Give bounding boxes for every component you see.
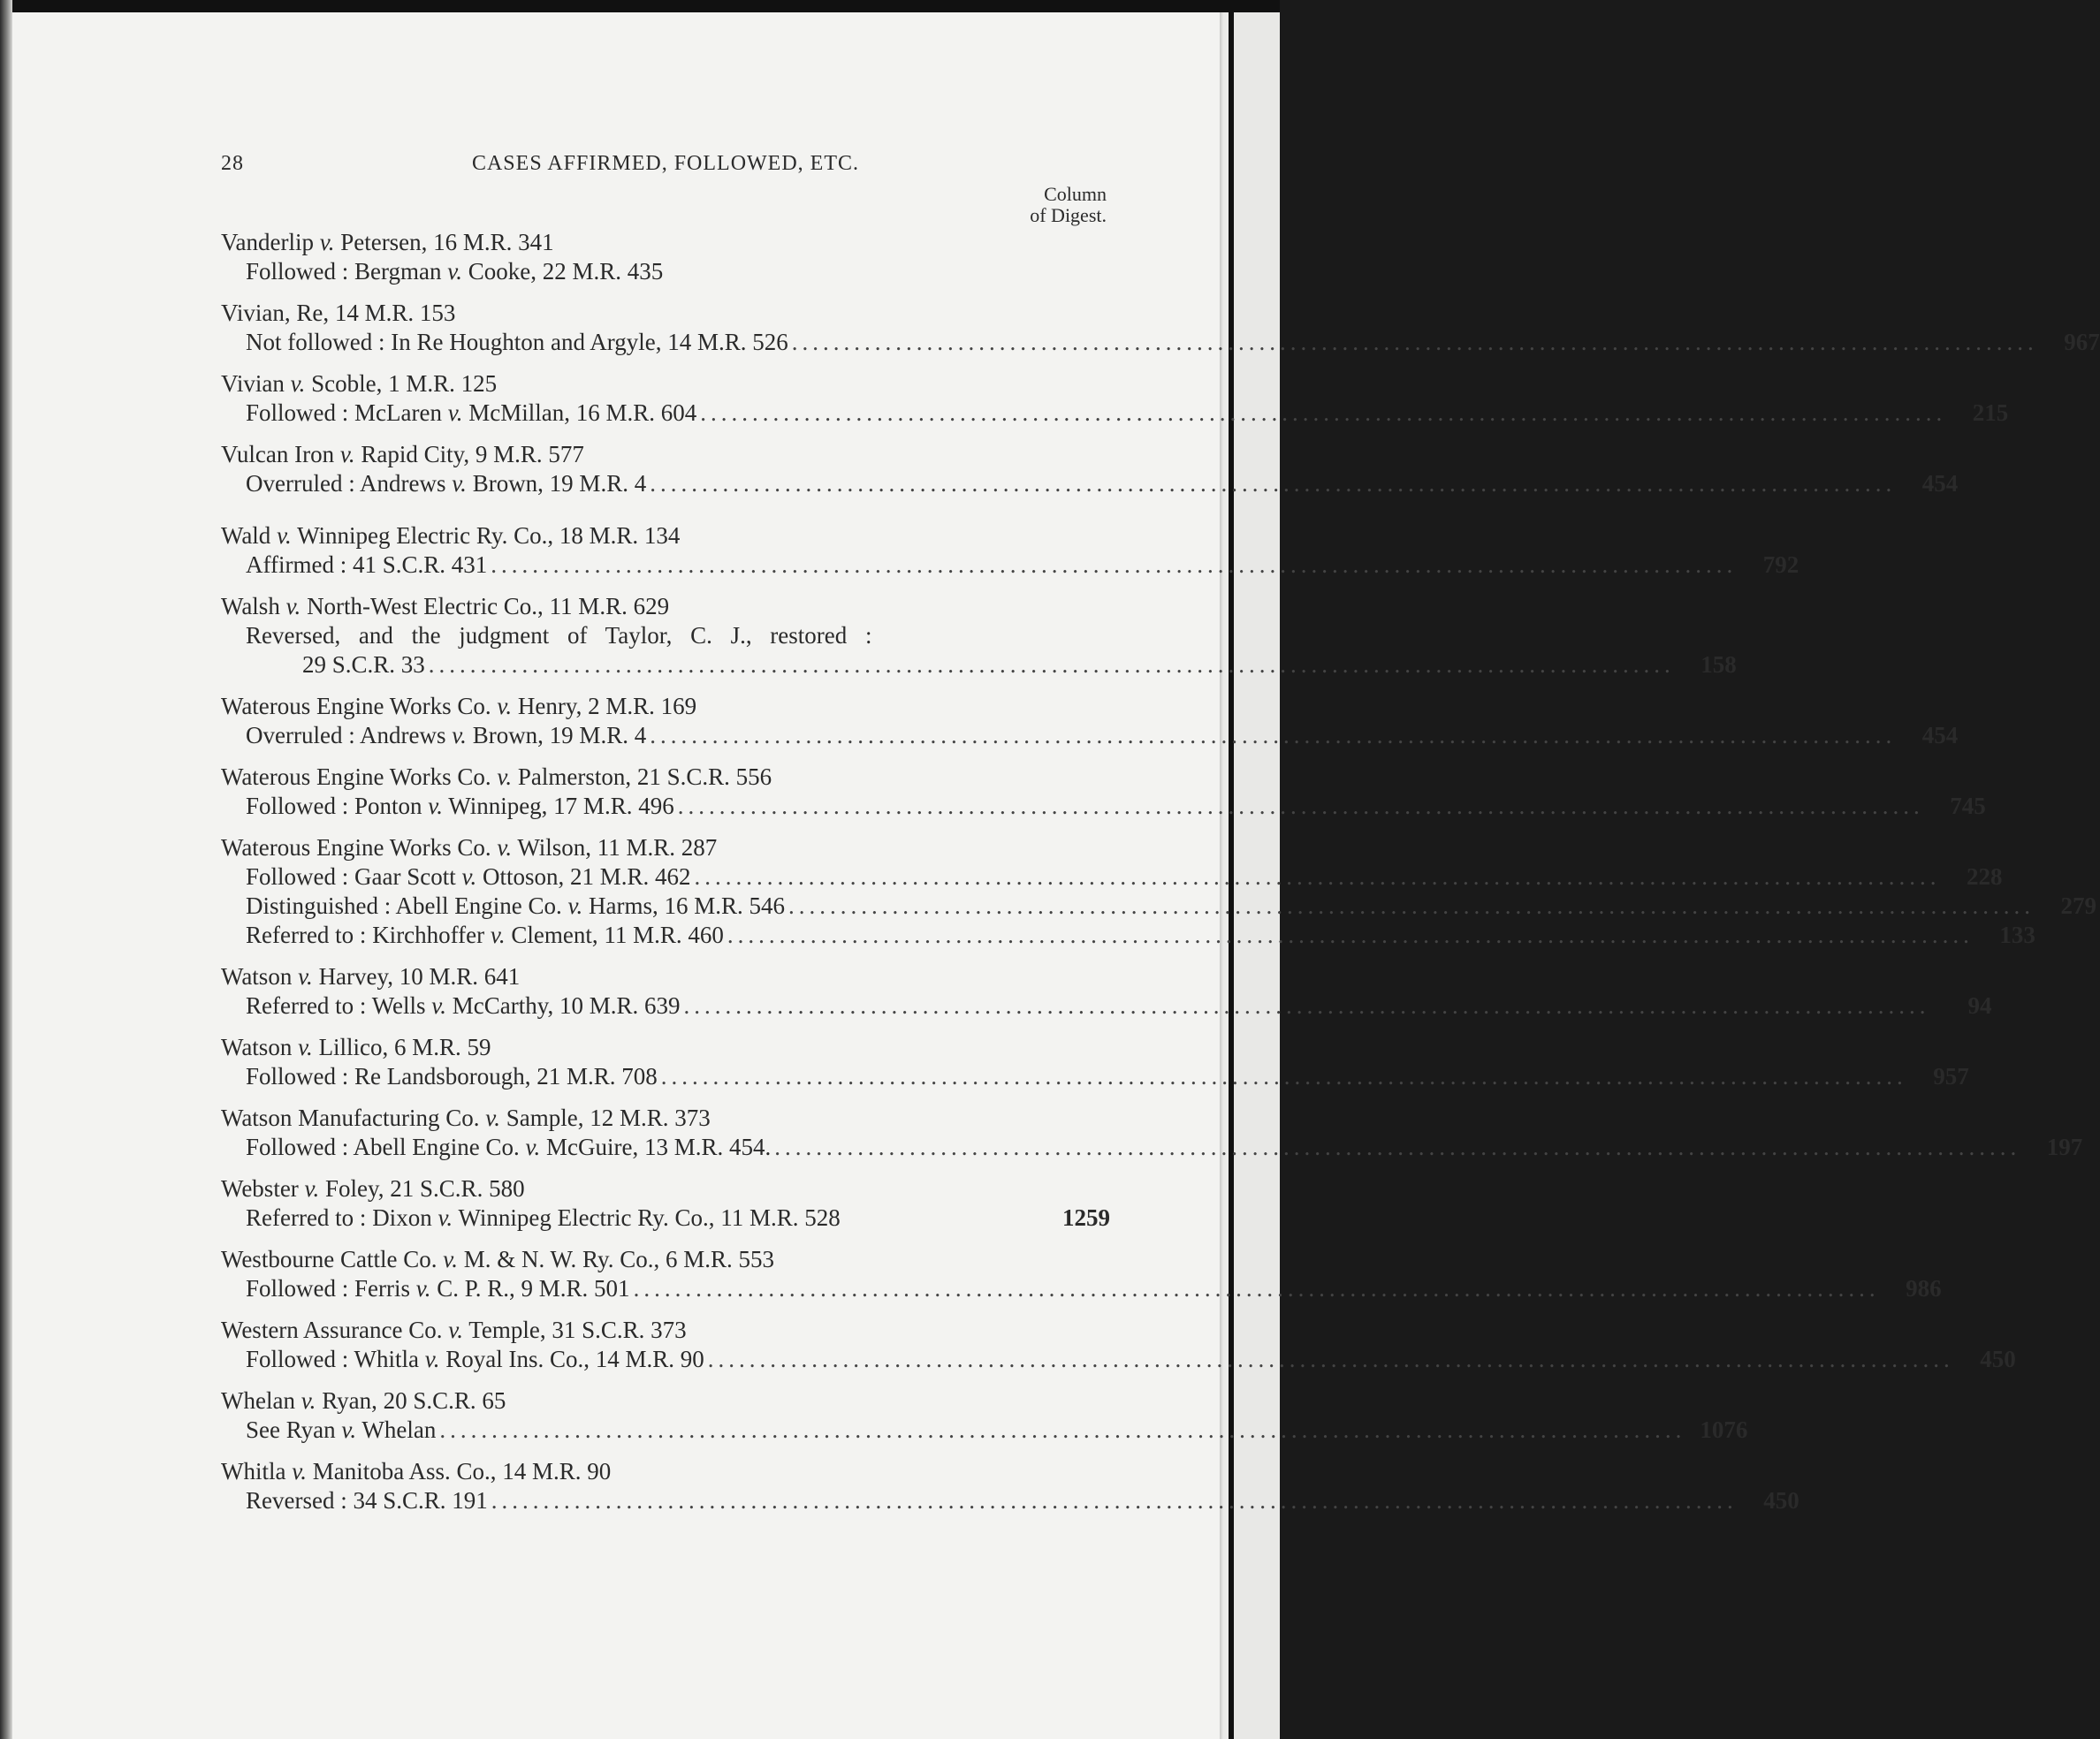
digest-column-number: 792 [1762,551,1799,578]
cited-party-b: Ottoson, 21 M.R. 462 [482,863,691,890]
case-citation [221,1104,1110,1133]
treatment-label: Followed : [246,1275,349,1302]
treatment-label: Reversed : [246,1487,347,1514]
case-versus: v. [497,693,513,719]
case-party-b: North-West Electric Co., 11 M.R. 629 [307,593,670,619]
case-versus: v. [298,963,313,990]
cited-party-a: Andrews [359,470,446,497]
leader-dots: ........................................................................................................................ [694,863,1941,890]
case-party-b: Scoble, 1 M.R. 125 [311,370,498,397]
treatment-label: Reversed, and the judgment of Taylor, C. J., restored : [246,622,872,649]
treatment-line [221,621,1110,650]
column-heading-line-1: Column [1044,183,1107,205]
digest-column-number: 745 [1950,793,1986,819]
case-entry [221,440,1959,498]
case-versus: v. [298,1034,313,1060]
cited-party-b: Brown, 19 M.R. 4 [472,722,647,748]
cited-party-b: Cooke, 22 M.R. 435 [468,258,664,285]
treatment-label: Followed : [246,1063,349,1090]
cited-party-b: McMillan, 16 M.R. 604 [468,399,697,426]
cited-party-a: Wells [371,992,426,1019]
leader-dots: ........................................................................................................................ [700,399,1947,426]
case-entry [221,1316,2016,1374]
cited-party-a: Andrews [359,722,446,748]
cited-versus: v. [567,892,583,919]
treatment-label: See [246,1416,280,1443]
case-party-b: Manitoba Ass. Co., 14 M.R. 90 [312,1458,612,1485]
case-versus: v. [448,1317,463,1343]
cited-party-b: Winnipeg Electric Ry. Co., 11 M.R. 528 [458,1204,841,1231]
leader-dots: ........................................................................................................................ [650,470,1897,497]
case-entry [221,228,1110,286]
leader-dots: ........................................................................................................................ [660,1063,1907,1090]
digest-column-number: 450 [1763,1487,1799,1514]
treatment-label: Overruled : [246,470,355,497]
treatment-line [221,1274,1942,1303]
column-heading [221,184,1107,228]
leader-dots: ........................................................................................................................ [491,551,1738,578]
page-header [221,152,1110,184]
case-party-a: Waterous Engine Works Co. [221,763,491,790]
digest-column-number: 986 [1906,1275,1942,1302]
case-entry [221,369,2009,428]
leader-dots: ........................................................................................................................ [439,1416,1686,1443]
leader-dots: ........................................................................................................................ [633,1275,1880,1302]
case-citation [221,1386,1110,1416]
cited-party-b: C. P. R., 9 M.R. 501 [437,1275,630,1302]
case-entry [221,592,1737,680]
case-list [221,228,2100,1515]
case-citation [221,763,1110,792]
treatment-text [246,1204,841,1233]
case-party-a: Whitla [221,1458,286,1485]
cited-versus: v. [461,863,477,890]
case-party-b: Wilson, 11 M.R. 287 [517,834,718,861]
cited-party-b: Winnipeg, 17 M.R. 496 [448,793,674,819]
treatment-line [221,1345,2016,1374]
digest-column-number: 1076 [1700,1416,1748,1443]
case-citation [221,1033,1110,1062]
case-entry [221,1245,1942,1303]
treatment-line [221,1133,2083,1162]
treatment-line [221,921,2035,950]
case-party-a: Watson [221,1034,293,1060]
cited-party-a: Re Landsborough, 21 M.R. 708 [354,1063,658,1090]
treatment-line [221,991,1992,1021]
case-party-b: Winnipeg Electric Ry. Co., 18 M.R. 134 [297,522,681,549]
case-entry [221,1386,1748,1445]
treatment-line [221,1486,1799,1515]
case-versus: v. [301,1387,316,1414]
case-party-b: Sample, 12 M.R. 373 [506,1105,711,1131]
leader-dots: ........................................................................................................................ [491,1487,1738,1514]
cited-party-a: Ponton [354,793,422,819]
cited-party-b: McCarthy, 10 M.R. 639 [452,992,681,1019]
case-versus: v. [339,441,355,467]
treatment-label: Referred to : [246,992,367,1019]
case-party-b: M. & N. W. Ry. Co., 6 M.R. 553 [463,1246,774,1272]
treatment-label: Followed : [246,258,349,285]
treatment-text [246,991,681,1021]
treatment-line [221,399,2009,428]
case-citation [221,299,1110,328]
treatment-label: Referred to : [246,922,367,948]
leader-dots: ........................................................................................................................ [774,1134,2021,1160]
leader-dots: ........................................................................................................................ [707,1346,1954,1372]
case-versus: v. [292,1458,307,1485]
treatment-label: Referred to : [246,1204,367,1231]
cited-versus: v. [438,1204,453,1231]
case-entry [221,1457,1799,1515]
treatment-label: Affirmed : [246,551,347,578]
treatment-line [221,469,1959,498]
case-party-a: Whelan [221,1387,295,1414]
treatment-label: 29 S.C.R. 33 [302,651,425,678]
cited-party-b: McGuire, 13 M.R. 454. [546,1134,772,1160]
treatment-text [246,257,663,286]
cited-versus: v. [447,399,463,426]
treatment-text [246,1133,771,1162]
case-citation [221,1457,1110,1486]
treatment-text [246,328,788,357]
digest-column-number: 957 [1933,1063,1969,1090]
cited-party-a: McLaren [354,399,442,426]
digest-column-number: 1259 [1062,1204,1110,1231]
treatment-label: Followed : [246,1134,349,1160]
digest-column-number: 215 [1972,399,2009,426]
case-citation [221,833,1110,862]
treatment-text [246,551,487,580]
cited-party-a: Gaar Scott [354,863,456,890]
cited-party-a: Whitla [354,1346,420,1372]
case-party-a: Westbourne Cattle Co. [221,1246,438,1272]
treatment-text [246,721,646,750]
cited-versus: v. [424,1346,440,1372]
treatment-line [221,862,2003,892]
case-party-a: Western Assurance Co. [221,1317,443,1343]
cited-party-a: Abell Engine Co. [395,892,562,919]
digest-column-number: 454 [1921,722,1959,748]
case-party-a: Walsh [221,593,280,619]
case-citation [221,228,1110,257]
cited-party-a: 34 S.C.R. 191 [353,1487,488,1514]
case-versus: v. [443,1246,459,1272]
case-citation [221,1316,1110,1345]
case-party-a: Vivian [221,370,285,397]
cited-party-b: Harms, 16 M.R. 546 [589,892,785,919]
treatment-line [221,257,1110,286]
case-entry [221,1104,2083,1162]
cited-party-a: Ryan [285,1416,336,1443]
cited-versus: v. [431,992,447,1019]
case-versus: v. [285,593,301,619]
cited-party-a: Abell Engine Co. [353,1134,520,1160]
case-versus: v. [497,834,513,861]
cited-party-a: Ferris [354,1275,411,1302]
digest-column-number: 197 [2046,1134,2083,1160]
case-entry [221,1174,1110,1233]
case-citation [221,1174,1110,1204]
case-versus: v. [319,229,335,255]
case-party-a: Vanderlip [221,229,314,255]
treatment-label: Followed : [246,863,349,890]
case-party-b: Foley, 21 S.C.R. 580 [325,1175,525,1202]
cited-party-a: In Re Houghton and Argyle, 14 M.R. 526 [391,329,788,355]
running-title: CASES AFFIRMED, FOLLOWED, ETC. [471,152,860,175]
treatment-text [246,1416,436,1445]
digest-column-number: 94 [1967,992,1992,1019]
case-versus: v. [304,1175,320,1202]
treatment-text [246,399,696,428]
case-party-b: Temple, 31 S.C.R. 373 [468,1317,687,1343]
treatment-label: Not followed : [246,329,385,355]
treatment-text [246,1062,658,1091]
cited-versus: v. [490,922,506,948]
cited-party-b: Brown, 19 M.R. 4 [472,470,647,497]
case-versus: v. [277,522,292,549]
treatment-label: Followed : [246,793,349,819]
case-entry [221,521,1799,580]
leader-dots: ........................................................................................................................ [791,329,2038,355]
digest-column-number: 279 [2060,892,2096,919]
cited-party-a: Dixon [372,1204,432,1231]
cited-party-a: 41 S.C.R. 431 [352,551,488,578]
digest-column-number: 450 [1980,1346,2016,1372]
treatment-label: Distinguished : [246,892,392,919]
treatment-line [221,792,1986,821]
treatment-line [221,650,1737,680]
cited-versus: v. [428,793,444,819]
case-citation [221,592,1110,621]
treatment-line [221,1416,1748,1445]
case-party-a: Waterous Engine Works Co. [221,693,491,719]
case-party-a: Waterous Engine Works Co. [221,834,491,861]
digest-column-number: 158 [1701,651,1737,678]
treatment-label: Followed : [246,1346,349,1372]
case-entry [221,299,2100,357]
treatment-text [246,862,691,892]
case-party-b: Lillico, 6 M.R. 59 [318,1034,491,1060]
leader-dots: ........................................................................................................................ [788,892,2035,919]
treatment-text [302,650,425,680]
treatment-line [221,1062,1969,1091]
treatment-text [246,1345,704,1374]
case-party-a: Vulcan Iron [221,441,335,467]
treatment-line [221,328,2100,357]
treatment-label: Overruled : [246,722,355,748]
treatment-label: Followed : [246,399,349,426]
treatment-line [221,721,1959,750]
case-entry [221,692,1959,750]
treatment-line [221,551,1799,580]
leader-dots: ........................................................................................................................ [428,651,1675,678]
book-spine-shadow [0,0,12,1739]
cited-versus: v. [452,722,467,748]
case-citation [221,692,1110,721]
case-citation [221,440,1110,469]
treatment-text [246,621,933,650]
case-citation [221,1245,1110,1274]
cited-versus: v. [452,470,467,497]
case-entry [221,1033,1969,1091]
digest-column-number: 967 [2064,329,2100,355]
cited-versus: v. [525,1134,541,1160]
treatment-text [246,1486,488,1515]
case-party-a: Wald [221,522,271,549]
page-content [221,152,2100,1528]
case-versus: v. [485,1105,501,1131]
case-party-b: Palmerston, 21 S.C.R. 556 [517,763,772,790]
case-versus: v. [290,370,306,397]
case-party-a: Watson [221,963,293,990]
treatment-line [221,1204,1110,1233]
treatment-text [246,921,724,950]
leader-dots: ........................................................................................................................ [677,793,1924,819]
treatment-text [246,892,785,921]
cited-versus: v. [341,1416,357,1443]
treatment-text [246,1274,630,1303]
case-party-a: Watson Manufacturing Co. [221,1105,480,1131]
case-entry [221,962,1992,1021]
case-citation [221,962,1110,991]
case-party-b: Ryan, 20 S.C.R. 65 [322,1387,506,1414]
case-party-b: Rapid City, 9 M.R. 577 [361,441,584,467]
case-versus: v. [497,763,513,790]
leader-dots: ........................................................................................................................ [727,922,1974,948]
case-party-b: Petersen, 16 M.R. 341 [340,229,554,255]
case-entry [221,833,2096,950]
treatment-text [246,792,674,821]
cited-versus: v. [447,258,462,285]
digest-column-number: 133 [1999,922,2035,948]
cited-party-b: Royal Ins. Co., 14 M.R. 90 [445,1346,704,1372]
treatment-text [246,469,646,498]
digest-column-number: 228 [1967,863,2003,890]
case-entry [221,763,1986,821]
cited-party-a: Kirchhoffer [372,922,485,948]
leader-dots: ........................................................................................................................ [683,992,1930,1019]
case-citation [221,521,1110,551]
leader-dots: ........................................................................................................................ [650,722,1897,748]
case-party-b: Henry, 2 M.R. 169 [517,693,697,719]
column-heading-line-2: of Digest. [1030,204,1107,226]
treatment-line [221,892,2096,921]
case-party-a: Vivian, Re, 14 M.R. 153 [221,300,456,326]
cited-party-b: Whelan [361,1416,437,1443]
digest-column-number: 454 [1921,470,1959,497]
case-party-a: Webster [221,1175,299,1202]
cited-party-a: Bergman [354,258,442,285]
case-party-b: Harvey, 10 M.R. 641 [318,963,521,990]
case-citation [221,369,1110,399]
cited-party-b: Clement, 11 M.R. 460 [511,922,724,948]
page-number: 28 [221,152,244,175]
cited-versus: v. [415,1275,431,1302]
